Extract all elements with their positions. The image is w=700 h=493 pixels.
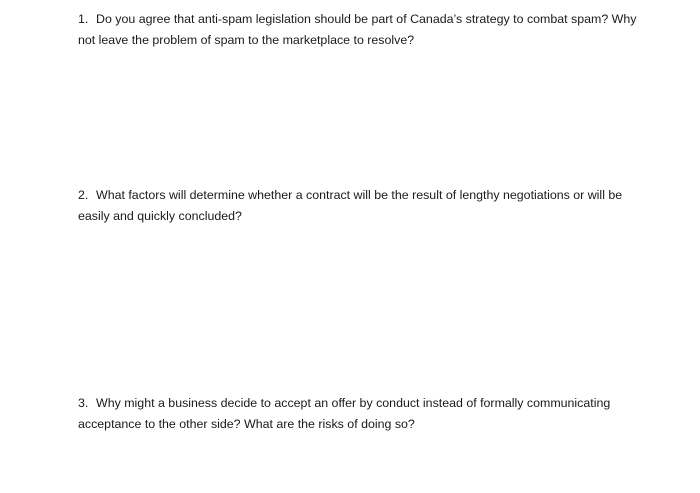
question-1 bbox=[78, 9, 658, 51]
question-1-line-1: Do you agree that anti-spam legislation should be part of Canada’s strategy to combat spam? Why bbox=[96, 12, 637, 26]
question-3 bbox=[78, 393, 658, 435]
question-2 bbox=[78, 185, 658, 227]
question-2-line-2: easily and quickly concluded? bbox=[78, 209, 242, 223]
question-2-number: 2. bbox=[78, 188, 89, 202]
question-2-line-1: What factors will determine whether a contract will be the result of lengthy negotiations or will be bbox=[96, 188, 623, 202]
question-1-number: 1. bbox=[78, 12, 89, 26]
question-3-line-2: acceptance to the other side? What are the risks of doing so? bbox=[78, 417, 415, 431]
question-3-number: 3. bbox=[78, 396, 89, 410]
question-3-line-1: Why might a business decide to accept an offer by conduct instead of formally communicating bbox=[96, 396, 611, 410]
question-1-line-2: not leave the problem of spam to the marketplace to resolve? bbox=[78, 33, 415, 47]
